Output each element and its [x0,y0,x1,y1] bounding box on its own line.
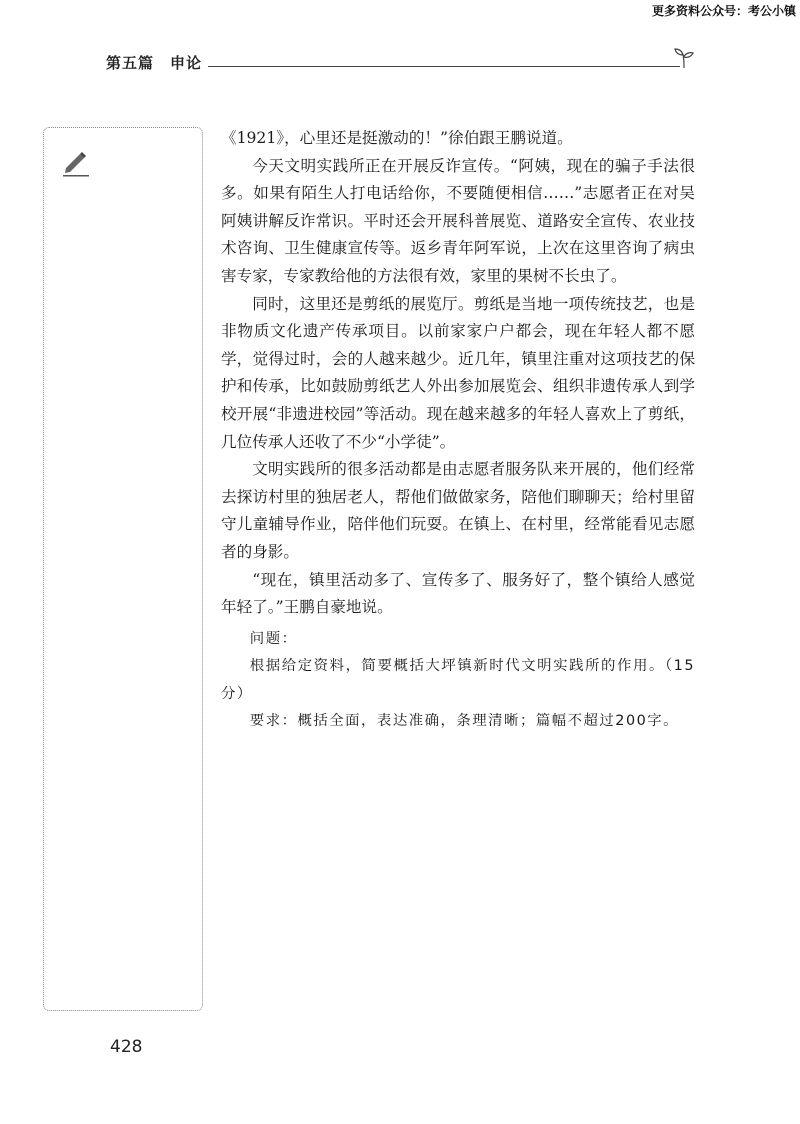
paragraph: 文明实践所的很多活动都是由志愿者服务队来开展的，他们经常去探访村里的独居老人，帮他们做做家务，陪他们聊聊天；给村里留守儿童辅导作业，陪伴他们玩耍。在镇上、在村里，经常能看见志愿者的身影。 [221,460,695,561]
question-requirement: 要求：概括全面，表达准确，条理清晰；篇幅不超过200字。 [249,713,680,730]
page-number: 428 [110,1037,143,1057]
paragraph: 《1921》，心里还是挺激动的！”徐伯跟王鹏说道。 [221,129,573,147]
passage-text [221,125,695,736]
notes-margin-box [43,127,203,1011]
header-rule [204,66,680,67]
paragraph: 今天文明实践所正在开展反诈宣传。“阿姨，现在的骗子手法很多。如果有陌生人打电话给你，不要随便相信……”志愿者正在对吴阿姨讲解反诈常识。平时还会开展科普展览、道路安全宣传、农业技术咨询、卫生健康宣传等。返乡青年阿军说，上次在这里咨询了病虫害专家，专家教给他的方法很有效，家里的果树不长虫了。 [221,156,695,285]
question-text: 根据给定资料，简要概括大坪镇新时代文明实践所的作用。（15分） [221,658,695,702]
paragraph: 同时，这里还是剪纸的展览厅。剪纸是当地一项传统技艺，也是非物质文化遗产传承项目。以前家家户户都会，现在年轻人都不愿学，觉得过时，会的人越来越少。近几年，镇里注重对这项技艺的保护和传承，比如鼓励剪纸艺人外出参加展览会、组织非遗传承人到学校开展“非遗进校园”等活动。现在越来越多的年轻人喜欢上了剪纸，几位传承人还收了不少“小学徒”。 [221,294,695,451]
sprout-icon [672,46,696,70]
pencil-icon [60,146,92,178]
paragraph: “现在，镇里活动多了、宣传多了、服务好了，整个镇给人感觉年轻了。”王鹏自豪地说。 [221,570,695,617]
watermark-text: 更多资料公众号：考公小镇 [651,4,796,18]
page-header [106,52,696,76]
header-title: 第五篇 申论 [106,52,208,73]
question-label: 问题： [249,630,298,647]
